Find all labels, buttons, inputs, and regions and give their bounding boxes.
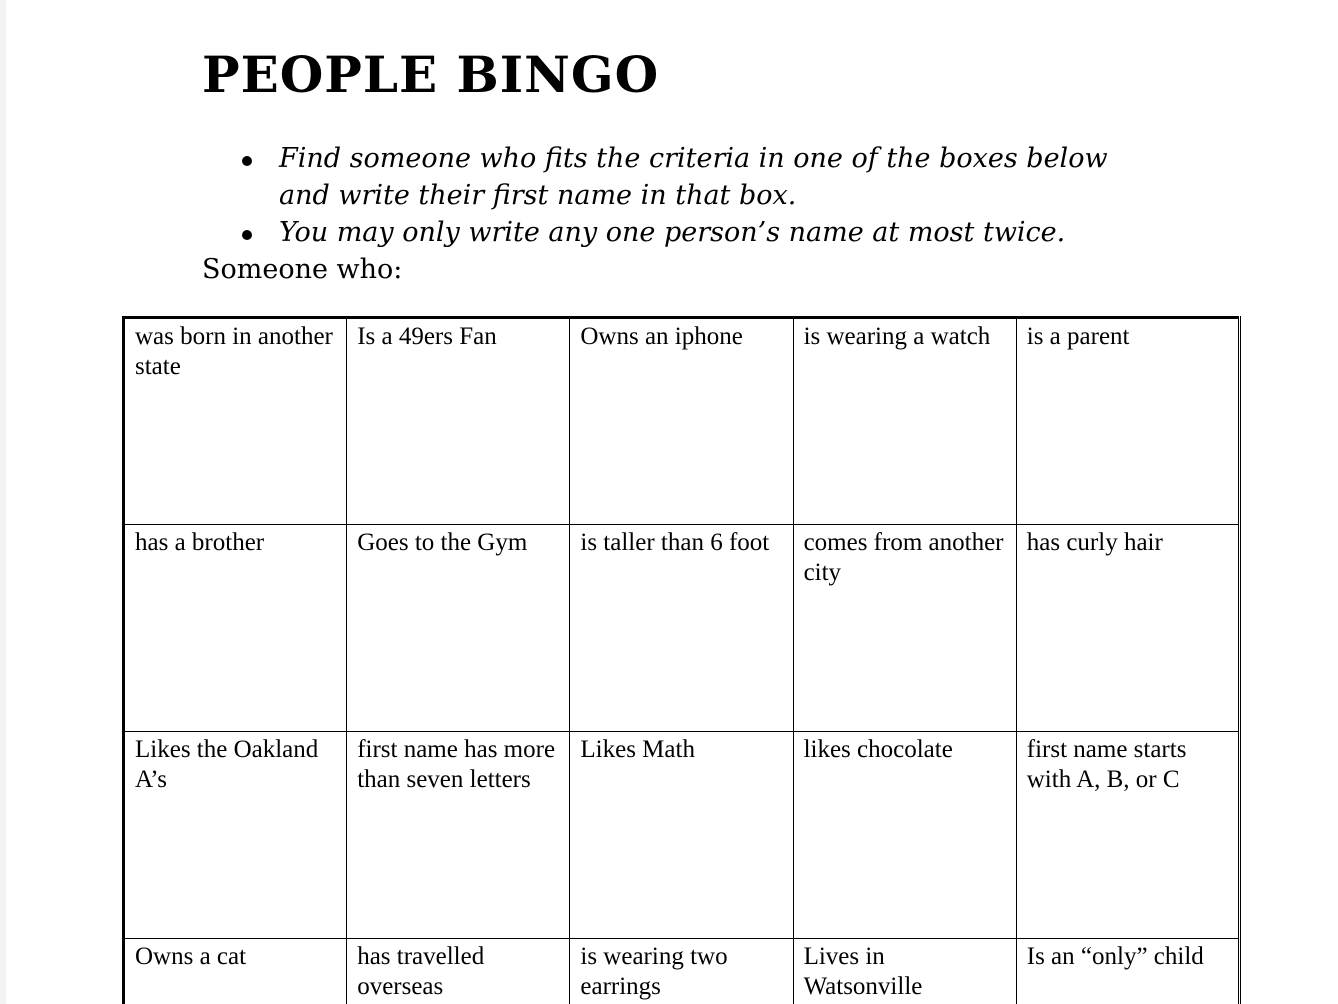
bingo-cell[interactable]: likes chocolate xyxy=(793,732,1016,939)
lead-text: Someone who: xyxy=(202,254,403,285)
bingo-cell[interactable]: is taller than 6 foot xyxy=(570,525,793,732)
bingo-cell[interactable]: was born in another state xyxy=(124,318,347,525)
bingo-row xyxy=(124,318,1240,525)
bingo-cell[interactable]: Is a 49ers Fan xyxy=(347,318,570,525)
bingo-cell[interactable]: comes from another city xyxy=(793,525,1016,732)
bingo-cell[interactable]: Likes the Oakland A’s xyxy=(124,732,347,939)
bingo-cell[interactable]: Likes Math xyxy=(570,732,793,939)
bingo-row xyxy=(124,939,1240,1004)
bingo-cell[interactable]: has curly hair xyxy=(1016,525,1239,732)
bingo-cell[interactable]: Lives in Watsonville xyxy=(793,939,1016,1004)
bingo-row xyxy=(124,525,1240,732)
bingo-cell[interactable]: is wearing two earrings xyxy=(570,939,793,1004)
bingo-row xyxy=(124,732,1240,939)
bingo-cell[interactable]: is wearing a watch xyxy=(793,318,1016,525)
page-title: PEOPLE BINGO xyxy=(202,45,660,104)
bingo-cell[interactable]: first name starts with A, B, or C xyxy=(1016,732,1239,939)
bingo-grid xyxy=(122,316,1241,1004)
bingo-cell[interactable]: has travelled overseas xyxy=(347,939,570,1004)
instruction-item xyxy=(238,140,1158,214)
instruction-item xyxy=(238,214,1158,251)
bingo-cell[interactable]: Owns an iphone xyxy=(570,318,793,525)
instruction-text: You may only write any one person’s name at most twice. xyxy=(279,217,1066,248)
bullet-icon xyxy=(242,230,252,240)
bingo-cell[interactable]: Is an “only” child xyxy=(1016,939,1239,1004)
worksheet-page xyxy=(6,0,1338,1004)
bingo-cell[interactable]: has a brother xyxy=(124,525,347,732)
instructions-list xyxy=(238,140,1158,251)
bingo-cell[interactable]: Owns a cat xyxy=(124,939,347,1004)
bingo-cell[interactable]: Goes to the Gym xyxy=(347,525,570,732)
bullet-icon xyxy=(242,156,252,166)
bingo-cell[interactable]: is a parent xyxy=(1016,318,1239,525)
instruction-text: Find someone who fits the criteria in one of the boxes below and write their first name in that box. xyxy=(279,143,1108,211)
bingo-cell[interactable]: first name has more than seven letters xyxy=(347,732,570,939)
